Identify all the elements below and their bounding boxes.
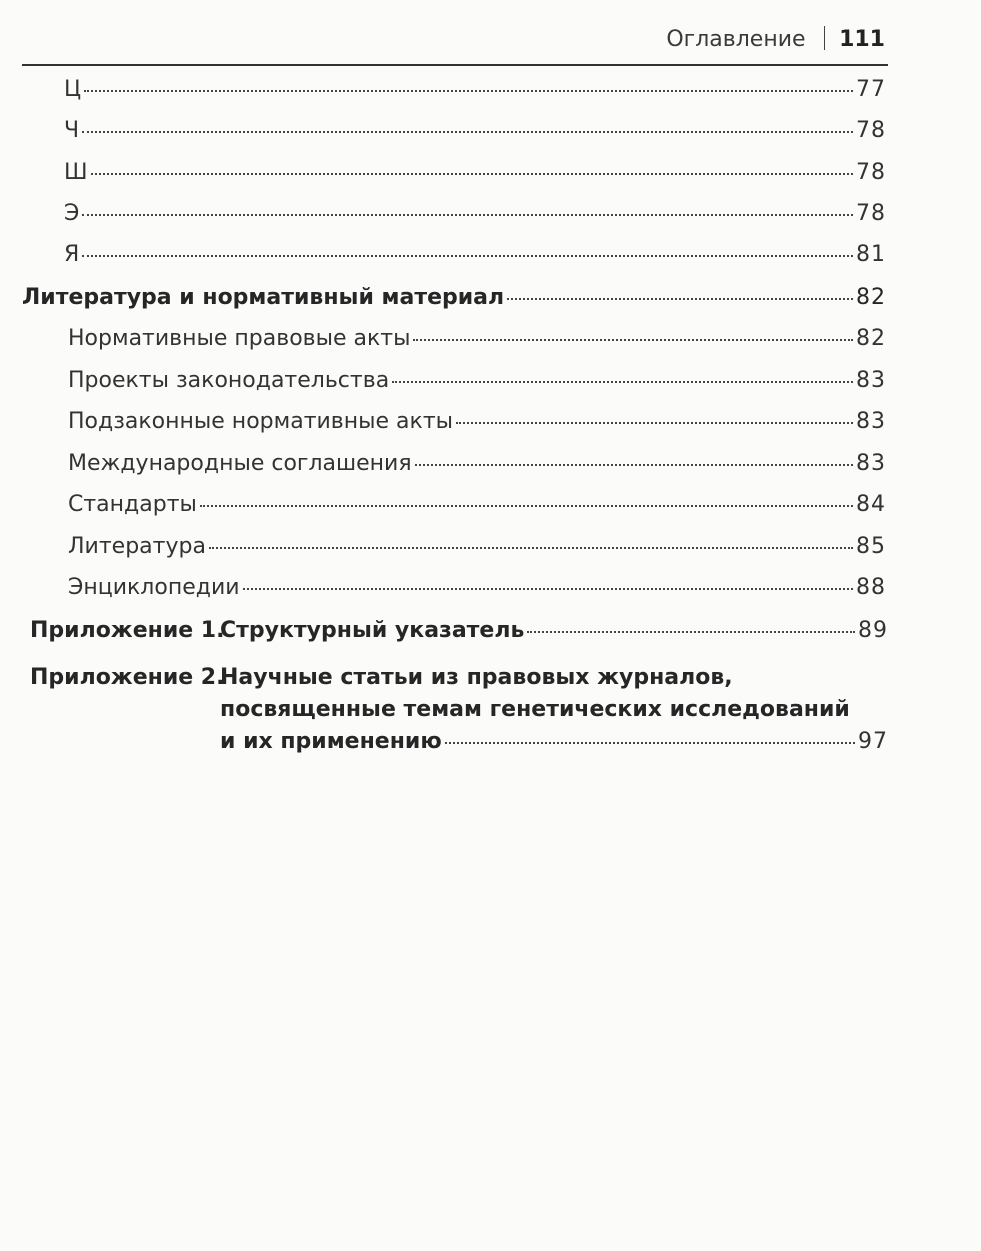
toc-entry-letter-e[interactable] [64, 200, 886, 228]
toc-entry-label: Нормативные правовые акты [68, 326, 411, 351]
toc-entry-label: Энциклопедии [68, 575, 240, 600]
toc-entry-label: Я [64, 242, 80, 267]
dot-leader [507, 298, 853, 300]
toc-entry-draft-legislation[interactable] [68, 367, 886, 395]
dot-leader [456, 422, 853, 424]
toc-entry-page: 78 [856, 118, 886, 143]
dot-leader [82, 255, 853, 257]
toc-entry-page: 97 [858, 729, 888, 754]
running-header [666, 22, 885, 52]
header-page-number: 111 [839, 27, 885, 52]
toc-entry-page: 78 [856, 160, 886, 185]
dot-leader [415, 464, 853, 466]
toc-entry-page: 88 [856, 575, 886, 600]
appendix-line [220, 726, 888, 758]
toc-entry-label: Литература и нормативный материал [22, 285, 505, 310]
toc-entry-literature[interactable] [68, 533, 886, 561]
toc-entry-label: Ч [64, 118, 80, 143]
toc-section-literature[interactable] [22, 284, 886, 312]
appendix-title-line-1: Научные статьи из правовых журналов, [220, 665, 733, 690]
toc-entry-letter-sh[interactable] [64, 159, 886, 187]
toc-entry-label: Стандарты [68, 492, 197, 517]
toc-entry-page: 85 [856, 534, 886, 559]
dot-leader [82, 131, 853, 133]
appendix-prefix: Приложение 2. [30, 665, 225, 690]
toc-entry-page: 83 [856, 368, 886, 393]
toc-entry-page: 82 [856, 285, 886, 310]
toc-entry-normative-acts[interactable] [68, 325, 886, 353]
toc-entry-page: 83 [856, 409, 886, 434]
dot-leader [527, 631, 855, 633]
toc-entry-letter-ts[interactable] [64, 76, 886, 104]
dot-leader [82, 214, 853, 216]
appendix-title: Структурный указатель [220, 618, 525, 643]
toc-entry-label: Э [64, 201, 80, 226]
toc-entry-page: 82 [856, 326, 886, 351]
toc-entry-bylaws[interactable] [68, 408, 886, 436]
toc-entry-label: Проекты законодательства [68, 368, 390, 393]
dot-leader [209, 547, 853, 549]
dot-leader [200, 505, 853, 507]
dot-leader [91, 173, 853, 175]
toc-entry-letter-ch[interactable] [64, 117, 886, 145]
toc-entry-page: 78 [856, 201, 886, 226]
toc-entry-label: Литература [68, 534, 206, 559]
toc-entry-page: 84 [856, 492, 886, 517]
appendix-line [220, 615, 888, 647]
toc-entry-page: 89 [858, 618, 888, 643]
toc-appendix-1[interactable] [30, 615, 888, 647]
toc-entry-label: Подзаконные нормативные акты [68, 409, 454, 434]
dot-leader [84, 90, 853, 92]
toc-entry-encyclopedias[interactable] [68, 574, 886, 602]
header-separator [824, 26, 826, 50]
dot-leader [392, 381, 853, 383]
appendix-body [220, 662, 888, 758]
appendix-body [220, 615, 888, 647]
appendix-title-line-2: посвященные темам генетических исследований [220, 697, 850, 722]
toc-appendix-2[interactable] [30, 662, 888, 758]
toc-entry-label: Международные соглашения [68, 451, 412, 476]
toc-entry-page: 83 [856, 451, 886, 476]
toc-entry-label: Ш [64, 160, 88, 185]
toc-entry-letter-ya[interactable] [64, 241, 886, 269]
toc-entry-page: 81 [856, 242, 886, 267]
header-rule [22, 64, 888, 66]
appendix-prefix: Приложение 1. [30, 618, 225, 643]
dot-leader [413, 339, 853, 341]
header-section-title: Оглавление [666, 27, 806, 52]
appendix-title-line-3: и их применению [220, 729, 442, 754]
toc-entry-label: Ц [64, 77, 82, 102]
toc-entry-page: 77 [856, 77, 886, 102]
dot-leader [445, 742, 855, 744]
toc-entry-international-agreements[interactable] [68, 450, 886, 478]
dot-leader [243, 588, 853, 590]
toc-entry-standards[interactable] [68, 491, 886, 519]
